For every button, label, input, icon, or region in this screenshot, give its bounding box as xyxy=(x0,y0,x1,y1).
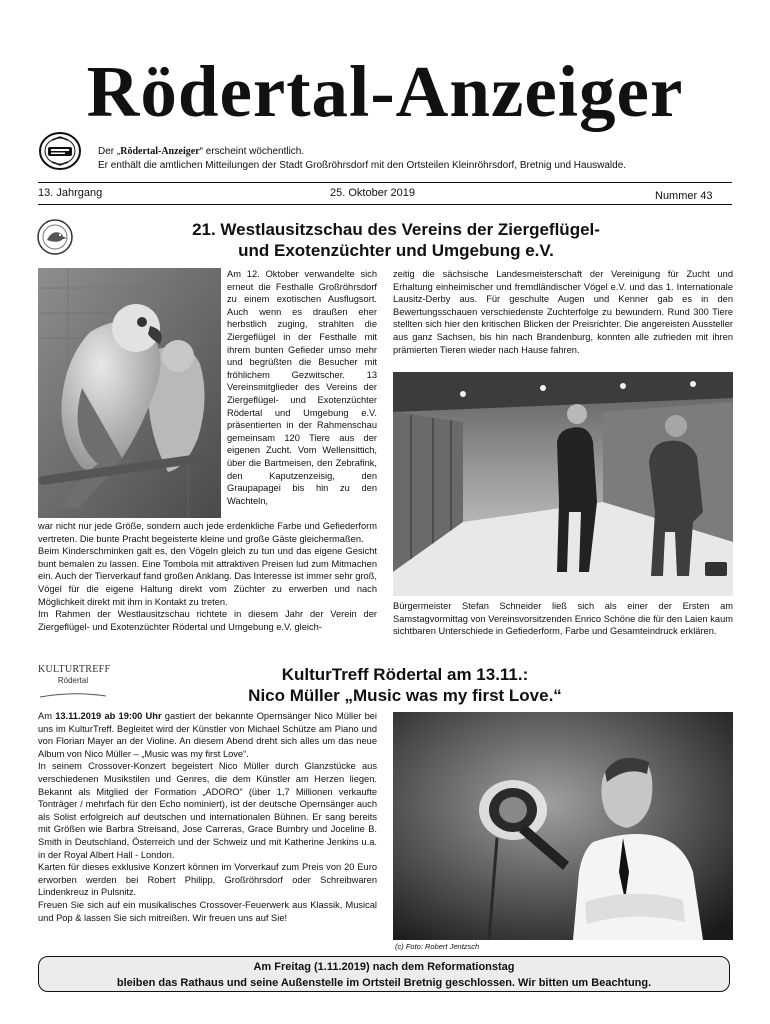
article2-headline-line1: KulturTreff Rödertal am 13.11.: xyxy=(281,665,529,684)
masthead-subtitle-line2: Er enthält die amtlichen Mitteilungen der Stadt Großröhrsdorf mit den Ortsteilen Kleinröhrsdorf, Bretnig und Hauswalde. xyxy=(98,160,627,171)
header-rule-top xyxy=(38,182,732,183)
article2-headline-line2: Nico Müller „Music was my first Love.“ xyxy=(248,686,562,705)
subtitle-name: Rödertal-Anzeiger xyxy=(120,146,200,157)
article2-para-3: Karten für dieses exklusive Konzert können im Vorverkauf zum Preis von 20 Euro erworben werden bei Robert Philipp, Großröhrsdorf oder Schreibwaren Lindenkreuz in Pulsnitz. xyxy=(38,862,377,898)
subtitle-prefix: Der „ xyxy=(98,146,121,157)
header-rule-bottom xyxy=(38,204,732,205)
intro-bold: 13.11.2019 ab 19:00 Uhr xyxy=(55,711,162,721)
article1-column-narrow: Am 12. Oktober verwandelte sich erneut die Festhalle Großröhrsdorf zu einem exotischen Ausflugsort. Auch wenn es draußen eher herbstlich zuging, strahlten die Ziergeflügel in der Festhalle mit ihrem bunten Gefieder umso mehr und begrüßten die Besucher mit fröhlichem Gezwitscher. 13 Vereinsmitglieder des Vereins der Ziergeflügel- und Exotenzüchter Rödertal und Umgebung e.V. präsentierten in der Rahmenschau gemeinsam 120 Tiere aus der eigenen Zucht. Vom Wellensittich, über die Bartmeisen, den Zebrafink, den Kaputzenzeisig, den Graupapagei bis hin zu den Wachteln, xyxy=(227,269,377,506)
closure-notice-line1: Am Freitag (1.11.2019) nach dem Reformationstag xyxy=(253,961,515,973)
exhibition-hall-photo xyxy=(393,372,733,596)
article2-body xyxy=(38,710,377,924)
intro-rest: gastiert der bekannte Opernsänger Nico Müller bei uns im KulturTreff. Begleitet wird der Künstler von Michael Schütze am Piano und von Florian Mayer an der Violine. An diesem Abend dreht sich alles um das neue Album von Nico Müller – „Music was my first Love“. xyxy=(38,711,377,759)
kulturtreff-logo-line1: KULTURTREFF xyxy=(38,664,111,675)
issue-date: 25. Oktober 2019 xyxy=(330,187,416,199)
town-seal-icon xyxy=(38,131,82,171)
masthead-title: Rödertal-Anzeiger xyxy=(86,51,684,132)
article1-para-2: Beim Kinderschminken galt es, den Vögeln gleich zu tun und das eigene Gesicht bunt bemalen zu lassen. Eine Tombola mit attraktiven Preisen lud zum Mitmachen ein. Auch der Tierverkauf fand großen Anklang. Das Interesse ist immer sehr groß, Vögel für die eigene Haltung direkt vom Züchter zu erwerben und nach Möglichkeit direkt mit ihm in Kontakt zu treten. xyxy=(38,546,377,607)
article1-para-3: Im Rahmen der Westlausitzschau richtete in diesem Jahr der Verein der Ziergeflügel- und Exotenzüchter Rödertal und Umgebung e.V. gleich- xyxy=(38,609,377,632)
article1-headline-line1: 21. Westlausitzschau des Vereins der Ziergeflügel- xyxy=(192,220,600,239)
issue-number: Nummer 43 xyxy=(655,190,713,202)
article1-para-1: war nicht nur jede Größe, sondern auch jede erdenkliche Farbe und Gefiederform vertreten. Die bunte Pracht begeisterte kleine und große Gäste gleichermaßen. xyxy=(38,521,377,544)
singer-photo xyxy=(393,712,733,940)
masthead-subtitle xyxy=(98,145,304,158)
subtitle-suffix: “ erscheint wöchentlich. xyxy=(199,146,305,157)
article1-photo-caption: Bürgermeister Stefan Schneider ließ sich als einer der Ersten am Samstagvormittag von Vereinsvorsitzenden Enrico Schöne die für den Laien kaum sichtbaren Unterschiede in Gefiederform, Farbe und Gesamteindruck erklären. xyxy=(393,601,733,637)
singer-photo-credit: (c) Foto: Robert Jentzsch xyxy=(395,942,480,951)
closure-notice-line2: bleiben das Rathaus und seine Außenstelle im Ortsteil Bretnig geschlossen. Wir bitten um Beachtung. xyxy=(116,977,652,989)
article2-intro xyxy=(38,710,377,760)
closure-notice xyxy=(38,956,730,992)
kulturtreff-logo xyxy=(38,664,111,704)
issue-volume: 13. Jahrgang xyxy=(38,187,103,199)
article1-headline xyxy=(96,219,696,261)
article2-para-4: Freuen Sie sich auf ein musikalisches Crossover-Feuerwerk aus Klassik, Musical und Pop & lassen Sie sich mitreißen. Wir freuen uns auf Sie! xyxy=(38,899,377,923)
article2-headline xyxy=(160,664,650,706)
article1-headline-line2: und Exotenzüchter und Umgebung e.V. xyxy=(238,241,554,260)
article1-column-right: zeitig die sächsische Landesmeisterschaft der Vereinigung für Zucht und Erhaltung einheimischer und fremdländischer Vögel e.V. und das 1. Internationale Lausitz-Derby aus. Für geschulte Augen und Kenner gab es in den Bewertungsschauen verschiedenste Zuchterfolge zu bewundern. Rund 300 Tiere stellten sich hier den kritischen Blicken der Preisrichter. Die angereisten Aussteller aus ganz Sachsen, bis hin nach Brandenburg, konnten alle zufrieden mit ihren prämierten Tieren wieder nach Hause fahren. xyxy=(393,269,733,355)
intro-am: Am xyxy=(38,711,56,721)
parrots-photo xyxy=(38,268,221,518)
article2-para-2: In seinem Crossover-Konzert begeistert Nico Müller durch Glanzstücke aus verschiedenen Musikstilen und Genres, die dem Künstler am Herzen liegen. Bekannt als Mitglied der Formation „ADORO“ (über 1,7 Millionen verkaufte Tonträger / mehrfach für den Echo nominiert), ist der deutsche Opernsänger auch als Solist erfolgreich auf deutschen und internationalen Bühnen. Er sang bereits mit Größen wie Barbra Streisand, Jose Carreras, Grace Bumbry und Joceline B. Smith in Deutschland, Österreich und der Schweiz und mit Katherine Jenkins u.a. in der Royal Albert Hall - London. xyxy=(38,761,377,860)
bird-club-emblem-icon xyxy=(36,218,74,256)
article1-column-wide xyxy=(38,520,377,633)
kulturtreff-logo-line2: Rödertal xyxy=(57,676,89,685)
